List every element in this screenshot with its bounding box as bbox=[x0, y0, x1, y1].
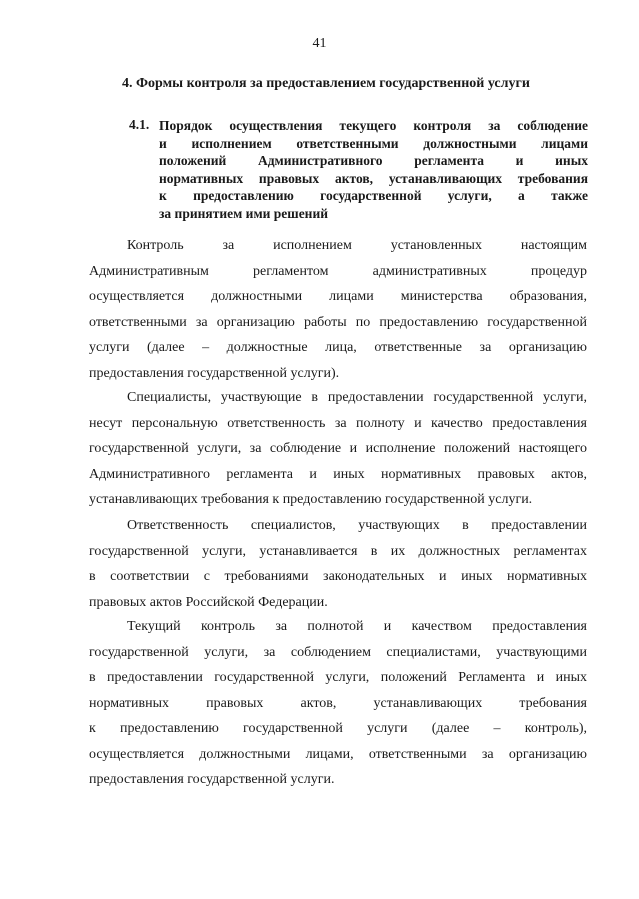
page-number: 41 bbox=[312, 36, 327, 51]
paragraph-line: предоставления государственной услуги. bbox=[89, 772, 335, 787]
paragraph-line: Контроль за исполнением установленных настоящим bbox=[127, 238, 587, 253]
subsection-heading-line: за принятием ими решений bbox=[159, 205, 329, 221]
paragraph-line: ответственными за организацию работы по предоставлению государственной bbox=[89, 314, 587, 330]
paragraph-line: осуществляется должностными лицами, ответственными за организацию bbox=[89, 746, 587, 762]
paragraph-line: предоставления государственной услуги). bbox=[89, 365, 340, 381]
subsection-heading-line: и исполнением ответственными должностными лицами bbox=[159, 135, 588, 151]
subsection-heading bbox=[159, 117, 588, 222]
paragraph-line: Административным регламентом административных процедур bbox=[89, 263, 587, 279]
paragraph-line: к предоставлению государственной услуги (далее – контроль), bbox=[89, 721, 587, 736]
subsection-heading-line: к предоставлению государственной услуги, а также bbox=[159, 188, 588, 203]
paragraph-line: услуги (далее – должностные лица, ответственные за организацию bbox=[89, 340, 587, 355]
subsection-number: 4.1. bbox=[129, 117, 150, 132]
paragraph-line: государственной услуги, за соблюдением специалистами, участвующими bbox=[89, 644, 587, 660]
paragraph-line: несут персональную ответственность за полноту и качество предоставления bbox=[89, 415, 587, 431]
paragraph-line: Административного регламента и иных нормативных правовых актов, bbox=[89, 466, 587, 482]
paragraph-control bbox=[89, 233, 587, 386]
paragraph-line: правовых актов Российской Федерации. bbox=[89, 594, 328, 610]
paragraph-current-control bbox=[89, 614, 587, 793]
paragraph-line: в предоставлении государственной услуги, положений Регламента и иных bbox=[89, 670, 587, 685]
paragraph-line: осуществляется должностными лицами министерства образования, bbox=[89, 289, 587, 304]
paragraph-line: Текущий контроль за полнотой и качеством предоставления bbox=[127, 619, 587, 634]
section-heading: 4. Формы контроля за предоставлением государственной услуги bbox=[122, 76, 530, 91]
subsection-heading-line: нормативных правовых актов, устанавливающих требования bbox=[159, 170, 588, 186]
paragraph-responsibility bbox=[89, 513, 587, 615]
paragraph-line: устанавливающих требования к предоставлению государственной услуги. bbox=[89, 492, 533, 507]
paragraph-line: нормативных правовых актов, устанавливающих требования bbox=[89, 695, 587, 711]
subsection-heading-line: положений Административного регламента и иных bbox=[159, 153, 588, 168]
paragraph-line: Ответственность специалистов, участвующих в предоставлении bbox=[127, 518, 587, 533]
paragraph-specialists bbox=[89, 385, 587, 513]
paragraph-line: государственной услуги, за соблюдение и исполнение положений настоящего bbox=[89, 441, 587, 456]
paragraph-line: в соответствии с требованиями законодательных и иных нормативных bbox=[89, 569, 587, 584]
paragraph-line: Специалисты, участвующие в предоставлении государственной услуги, bbox=[127, 390, 587, 405]
paragraph-line: государственной услуги, устанавливается в их должностных регламентах bbox=[89, 543, 587, 559]
subsection-heading-line: Порядок осуществления текущего контроля за соблюдение bbox=[159, 118, 588, 133]
